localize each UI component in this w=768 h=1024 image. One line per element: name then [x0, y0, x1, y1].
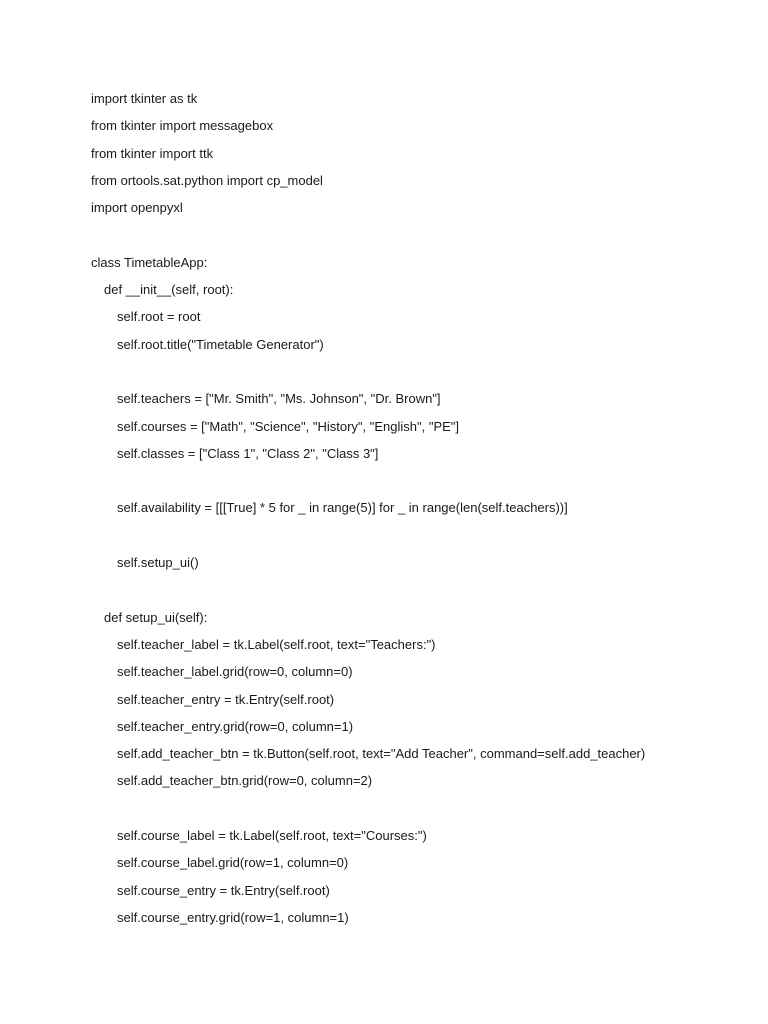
code-line: self.setup_ui(): [117, 555, 199, 571]
code-line: self.availability = [[[True] * 5 for _ in range(5)] for _ in range(len(self.teachers))]: [117, 500, 568, 516]
code-line: self.teacher_label.grid(row=0, column=0): [117, 664, 353, 680]
code-line: self.classes = ["Class 1", "Class 2", "Class 3"]: [117, 445, 379, 461]
code-line: self.course_entry.grid(row=1, column=1): [117, 909, 349, 925]
code-line: self.teachers = ["Mr. Smith", "Ms. Johnson", "Dr. Brown"]: [117, 391, 441, 407]
code-line: class TimetableApp:: [91, 254, 208, 270]
code-line: self.add_teacher_btn.grid(row=0, column=2): [117, 773, 373, 789]
code-line: self.teacher_entry = tk.Entry(self.root): [117, 691, 335, 707]
code-line: self.root.title("Timetable Generator"): [117, 336, 324, 352]
blank-line: [91, 358, 751, 385]
blank-line: [91, 576, 751, 603]
code-line: self.course_label = tk.Label(self.root, text="Courses:"): [117, 828, 427, 844]
code-line: import openpyxl: [91, 200, 183, 216]
code-line: self.courses = ["Math", "Science", "History", "English", "PE"]: [117, 418, 460, 434]
code-line: self.teacher_label = tk.Label(self.root, text="Teachers:"): [117, 636, 436, 652]
code-line: from tkinter import ttk: [91, 145, 214, 161]
code-line: self.root = root: [117, 309, 201, 325]
code-line: def __init__(self, root):: [104, 282, 234, 298]
code-line: self.teacher_entry.grid(row=0, column=1): [117, 718, 354, 734]
code-line: self.course_entry = tk.Entry(self.root): [117, 882, 330, 898]
code-line: self.course_label.grid(row=1, column=0): [117, 855, 349, 871]
code-line: self.add_teacher_btn = tk.Button(self.root, text="Add Teacher", command=self.add_teacher): [117, 746, 646, 762]
blank-line: [91, 221, 751, 248]
code-line: from tkinter import messagebox: [91, 118, 274, 134]
code-line: def setup_ui(self):: [104, 609, 208, 625]
blank-line: [91, 467, 751, 494]
code-line: from ortools.sat.python import cp_model: [91, 172, 323, 188]
blank-line: [91, 522, 751, 549]
blank-line: [91, 795, 751, 822]
code-block: [91, 85, 751, 931]
code-line: import tkinter as tk: [91, 91, 198, 106]
